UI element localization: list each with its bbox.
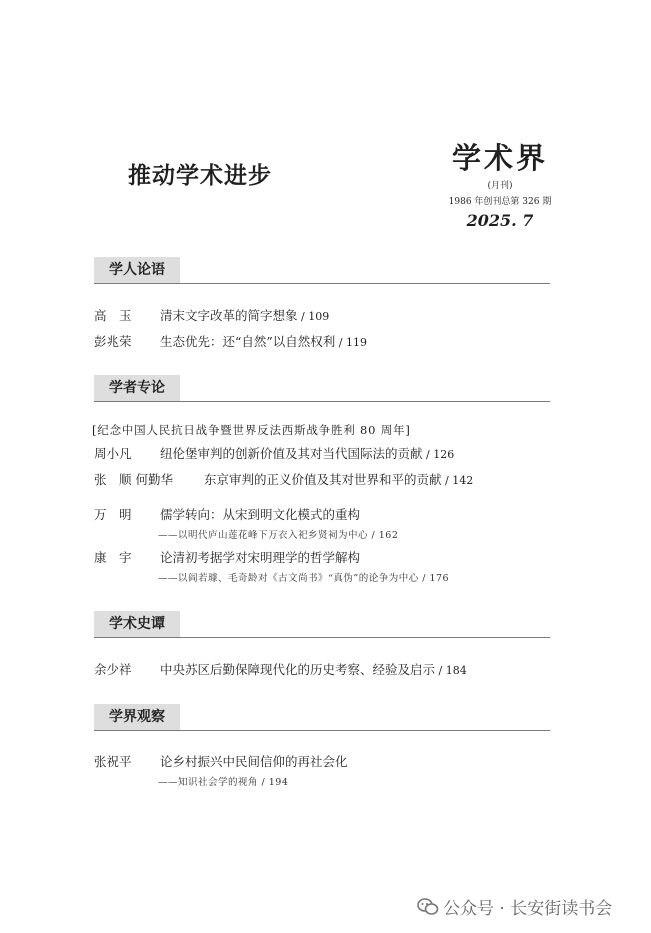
section-title: 学界观察 [94, 704, 180, 730]
section-header [94, 704, 550, 731]
entry-page: / 109 [297, 310, 330, 323]
section-header [94, 257, 550, 284]
entry-title: 论清初考据学对宋明理学的哲学解构 [160, 550, 361, 565]
toc-entry[interactable] [94, 505, 360, 523]
toc-entry[interactable] [94, 444, 454, 462]
toc-entry[interactable] [94, 660, 467, 678]
entry-title: 清末文字改革的简字想象 [160, 308, 298, 323]
entry-author: 余少祥 [94, 662, 132, 677]
entry-title: 儒学转向：从宋到明文化模式的重构 [160, 507, 361, 522]
entry-page: / 119 [335, 336, 367, 349]
entry-page: / 184 [435, 664, 467, 677]
entry-subtitle: ——以阎若璩、毛奇龄对《古文尚书》“真伪”的论争为中心 / 176 [158, 573, 450, 584]
entry-subtitle: ——知识社会学的视角 / 194 [158, 777, 289, 788]
entry-author: 张祝平 [94, 754, 132, 769]
section-title: 学术史谭 [94, 611, 180, 637]
entry-title: 纽伦堡审判的创新价值及其对当代国际法的贡献 [160, 446, 423, 461]
watermark [417, 894, 612, 921]
entry-title: 中央苏区后勤保障现代化的历史考察、经验及启示 [160, 662, 436, 677]
section-title: 学人论语 [94, 257, 180, 283]
toc-entry[interactable] [94, 548, 360, 566]
entry-page: / 126 [422, 448, 455, 461]
journal-frequency: (月刊) [487, 181, 513, 191]
entry-title: 论乡村振兴中民间信仰的再社会化 [160, 754, 348, 769]
section-header [94, 611, 550, 638]
entry-author: 康 宇 [94, 550, 132, 565]
section-header [94, 375, 550, 402]
toc-entry[interactable] [94, 752, 348, 770]
slogan: 推动学术进步 [128, 163, 272, 189]
journal-name: 学术界 [451, 141, 548, 175]
wechat-icon [417, 898, 439, 921]
entry-author: 张 顺 何勤华 [94, 472, 173, 487]
toc-entry[interactable] [94, 332, 367, 350]
entry-author: 万 明 [94, 507, 132, 522]
special-topic: [纪念中国人民抗日战争暨世界反法西斯战争胜利 80 周年] [92, 423, 411, 437]
entry-author: 高 玉 [94, 308, 132, 323]
toc-entry[interactable] [94, 470, 473, 488]
section-title: 学者专论 [94, 375, 180, 401]
entry-author: 周小凡 [94, 446, 132, 461]
entry-page: / 142 [441, 474, 474, 487]
entry-subtitle: ——以明代庐山莲花峰下万衣入祀乡贤祠为中心 / 162 [158, 530, 399, 541]
entry-title: 东京审判的正义价值及其对世界和平的贡献 [204, 472, 442, 487]
toc-entry[interactable] [94, 306, 329, 324]
journal-issue: 2025. 7 [466, 211, 534, 230]
entry-author: 彭兆荣 [94, 334, 132, 349]
journal-founded: 1986 年创刊总第 326 期 [448, 197, 552, 207]
masthead [440, 140, 560, 230]
entry-title: 生态优先：还“自然”以自然权利 [160, 334, 336, 349]
watermark-text: 公众号 · 长安街读书会 [443, 899, 613, 919]
